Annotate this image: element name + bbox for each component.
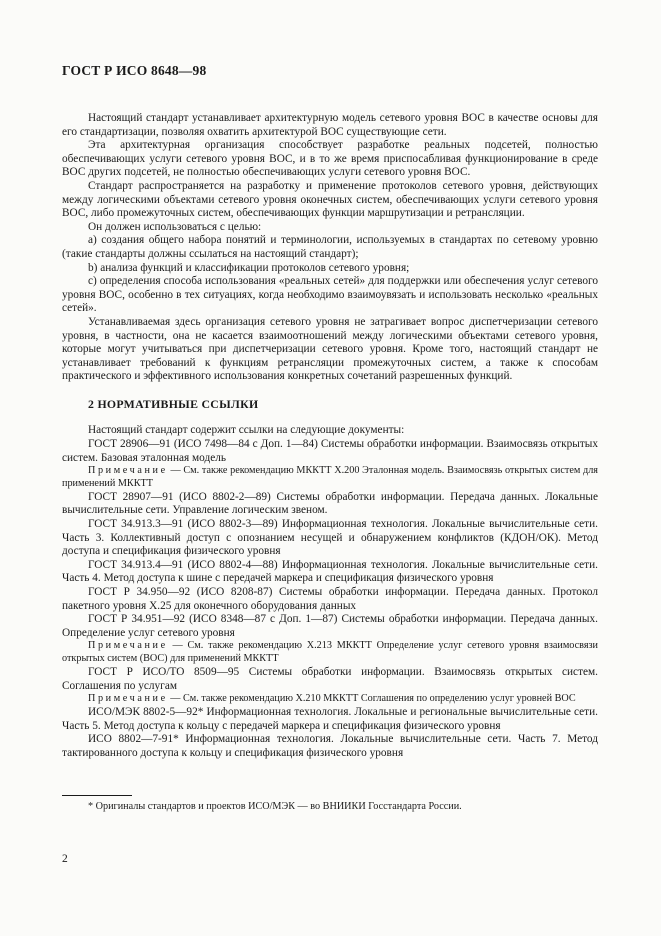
note-text: — См. также рекомендацию Х.213 МККТТ Определение услуг сетевого уровня взаимосвязи открытых систем (ВОС) для применений МККТТ bbox=[62, 640, 598, 665]
note-label: Примечание bbox=[88, 693, 168, 705]
reference-item: ГОСТ Р ИСО/ТО 8509—95 Системы обработки информации. Взаимосвязь открытых систем. Соглашения по услугам bbox=[62, 665, 598, 692]
note bbox=[62, 465, 598, 491]
intro-paragraph: Устанавливаемая здесь организация сетевого уровня не затрагивает вопрос диспетчеризации сетевого уровня, в частности, она не касается взаимоотношений между логическими объектами сетевого уровня, которые могут учитываться при диспетчеризации сетевого уровня. Кроме того, настоящий стандарт не устанавливает требований к функциям ретрансляции промежуточных систем, а также к способам практического и эффективного использования конкретных сочетаний разрешенных функций. bbox=[62, 315, 598, 383]
reference-item: ИСО/МЭК 8802-5—92* Информационная технология. Локальные и региональные вычислительные сети. Часть 5. Метод доступа к кольцу с передачей маркера и спецификация физического уровня bbox=[62, 705, 598, 732]
reference-item: ГОСТ Р 34.950—92 (ИСО 8208-87) Системы обработки информации. Передача данных. Протокол пакетного уровня Х.25 для оконечного оборудования данных bbox=[62, 586, 598, 612]
reference-item: ГОСТ 34.913.3—91 (ИСО 8802-3—89) Информационная технология. Локальные вычислительные сети. Часть 3. Коллективный доступ с опознанием несущей и обнаружением конфликтов (КДОН/ОК). Метод доступа и спецификация физического уровня bbox=[62, 518, 598, 558]
intro-paragraph: Стандарт распространяется на разработку и применение протоколов сетевого уровня, действующих между логическими объектами сетевого уровня оконечных систем, обеспечивающих услуги сетевого уровня ВОС, либо промежуточных систем, обеспечивающих функции маршрутизации и ретрансляции. bbox=[62, 179, 598, 220]
footnote-divider bbox=[62, 795, 132, 796]
intro-list-item: а) создания общего набора понятий и терминологии, используемых в стандартах по сетевому уровню (такие стандарты должны ссылаться на настоящий стандарт); bbox=[62, 234, 598, 260]
page-number: 2 bbox=[62, 853, 68, 865]
note-label: Примечание bbox=[88, 465, 168, 477]
intro-paragraph: Он должен использоваться с целью: bbox=[88, 220, 262, 233]
footnote: * Оригиналы стандартов и проектов ИСО/МЭК — во ВНИИКИ Госстандарта России. bbox=[88, 801, 462, 812]
section-lead: Настоящий стандарт содержит ссылки на следующие документы: bbox=[88, 424, 405, 437]
note-label: Примечание bbox=[88, 640, 168, 652]
section-heading: 2 НОРМАТИВНЫЕ ССЫЛКИ bbox=[88, 396, 259, 411]
note-text: — См. также рекомендацию МККТТ Х.200 Эталонная модель. Взаимосвязь открытых систем для применений МККТТ bbox=[62, 465, 598, 490]
intro-list-item: b) анализа функций и классификации протоколов сетевого уровня; bbox=[88, 261, 410, 274]
intro-paragraph: Эта архитектурная организация способствует разработке реальных подсетей, полностью обеспечивающих услуги сетевого уровня ВОС, и в то же время приспосабливая функционирование в среде ВОС других подсетей, не полностью обеспечивающих услуги сетевого уровня ВОС. bbox=[62, 139, 598, 179]
document-body bbox=[62, 112, 598, 760]
note bbox=[62, 640, 598, 666]
document-header: ГОСТ Р ИСО 8648—98 bbox=[62, 63, 207, 78]
reference-item: ГОСТ 28907—91 (ИСО 8802-2—89) Системы обработки информации. Передача данных. Локальные вычислительные сети. Управление логическим звеном. bbox=[62, 490, 598, 517]
reference-item: ИСО 8802—7-91* Информационная технология. Локальные вычислительные сети. Часть 7. Метод тактированного доступа к кольцу и спецификация физического уровня bbox=[62, 733, 598, 759]
reference-item: ГОСТ 28906—91 (ИСО 7498—84 с Доп. 1—84) Системы обработки информации. Взаимосвязь открытых систем. Базовая эталонная модель bbox=[62, 438, 598, 464]
reference-item: ГОСТ 34.913.4—91 (ИСО 8802-4—88) Информационная технология. Локальные вычислительные сети. Часть 4. Метод доступа к шине с передачей маркера и спецификация физического уровня bbox=[62, 558, 598, 585]
note-text: — См. также рекомендацию Х.210 МККТТ Соглашения по определению услуг уровней ВОС bbox=[167, 693, 576, 705]
reference-item: ГОСТ Р 34.951—92 (ИСО 8348—87 с Доп. 1—87) Системы обработки информации. Передача данных. Определение услуг сетевого уровня bbox=[62, 613, 598, 639]
intro-list-item: с) определения способа использования «реальных сетей» для поддержки или обеспечения услуг сетевого уровня ВОС, особенно в тех ситуациях, когда необходимо взаимоувязать и использовать несколько «реальных сетей». bbox=[62, 275, 598, 315]
intro-paragraph: Настоящий стандарт устанавливает архитектурную модель сетевого уровня ВОС в качестве основы для его стандартизации, позволяя охватить архитектурой ВОС существующие сети. bbox=[62, 112, 598, 138]
note bbox=[62, 693, 598, 706]
